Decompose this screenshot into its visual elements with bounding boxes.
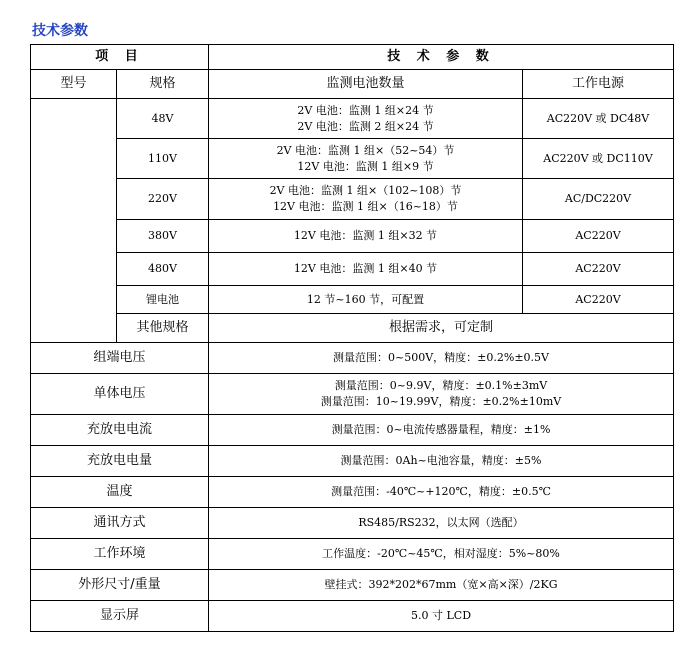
param-row xyxy=(31,415,674,446)
value-line: 测量范围：0~电流传感器量程，精度：±1% xyxy=(331,423,551,436)
value-line: 2V 电池：监测 2 组×24 节 xyxy=(297,119,434,133)
param-name: 外形尺寸/重量 xyxy=(31,570,209,601)
model-row xyxy=(31,99,674,139)
param-value xyxy=(209,374,674,415)
param-value xyxy=(209,601,674,632)
value-line: 5.0 寸 LCD xyxy=(410,609,472,622)
model-row xyxy=(31,179,674,220)
param-row xyxy=(31,601,674,632)
value-line: 测量范围：10~19.99V，精度：±0.2%±10mV xyxy=(320,395,562,408)
param-name: 显示屏 xyxy=(31,601,209,632)
value-line: 12V 电池：监测 1 组×（16~18）节 xyxy=(273,200,458,213)
model-battery-count xyxy=(209,139,523,179)
table-subheader-row xyxy=(31,70,674,99)
model-power: AC220V 或 DC110V xyxy=(523,139,674,179)
header-params: 技 术 参 数 xyxy=(209,45,674,70)
value-line: 2V 电池：监测 1 组×24 节 xyxy=(297,103,434,117)
value-line: 测量范围：0Ah~电池容量，精度：±5% xyxy=(340,454,542,467)
model-battery-count xyxy=(209,220,523,253)
model-power: AC220V xyxy=(523,253,674,286)
param-value xyxy=(209,343,674,374)
param-row xyxy=(31,446,674,477)
model-power: AC220V 或 DC48V xyxy=(523,99,674,139)
param-value xyxy=(209,415,674,446)
model-cell-empty xyxy=(31,99,117,343)
value-line: 12V 电池：监测 1 组×32 节 xyxy=(293,229,438,242)
subheader-spec: 规格 xyxy=(117,70,209,99)
model-battery-count xyxy=(209,253,523,286)
param-row xyxy=(31,508,674,539)
value-line: 12 节~160 节，可配置 xyxy=(306,292,425,306)
model-spec: 480V xyxy=(117,253,209,286)
model-row xyxy=(31,220,674,253)
value-line: 12V 电池：监测 1 组×9 节 xyxy=(297,159,434,173)
param-row xyxy=(31,343,674,374)
param-value xyxy=(209,508,674,539)
param-row xyxy=(31,374,674,415)
param-name: 充放电电流 xyxy=(31,415,209,446)
value-line: 2V 电池：监测 1 组×（102~108）节 xyxy=(269,184,462,197)
header-item: 项 目 xyxy=(31,45,209,70)
model-row xyxy=(31,253,674,286)
param-value xyxy=(209,477,674,508)
value-line: 测量范围：0~9.9V，精度：±0.1%±3mV xyxy=(334,379,548,392)
param-value xyxy=(209,446,674,477)
model-row xyxy=(31,286,674,314)
subheader-model: 型号 xyxy=(31,70,117,99)
param-name: 单体电压 xyxy=(31,374,209,415)
spec-table xyxy=(30,44,674,632)
model-power: AC220V xyxy=(523,286,674,314)
model-battery-count xyxy=(209,99,523,139)
model-battery-count xyxy=(209,286,523,314)
value-line: RS485/RS232，以太网（选配） xyxy=(358,516,524,529)
value-line: 测量范围：0~500V，精度：±0.2%±0.5V xyxy=(333,351,549,364)
value-line: 测量范围：-40℃~+120℃，精度：±0.5℃ xyxy=(331,485,551,498)
other-spec-label: 其他规格 xyxy=(117,314,209,343)
value-line: 壁挂式：392*202*67mm（宽×高×深）/2KG xyxy=(324,578,558,591)
param-name: 充放电电量 xyxy=(31,446,209,477)
model-spec: 110V xyxy=(117,139,209,179)
other-spec-row xyxy=(31,314,674,343)
section-title: 技术参数 xyxy=(32,23,88,39)
value-line: 12V 电池：监测 1 组×40 节 xyxy=(293,262,438,275)
value-line: 工作温度：-20℃~45℃，相对湿度：5%~80% xyxy=(322,547,560,560)
model-row xyxy=(31,139,674,179)
model-spec: 锂电池 xyxy=(117,286,209,314)
param-row xyxy=(31,539,674,570)
param-name: 组端电压 xyxy=(31,343,209,374)
table-header-row xyxy=(31,45,674,70)
model-spec: 380V xyxy=(117,220,209,253)
param-name: 工作环境 xyxy=(31,539,209,570)
model-power: AC/DC220V xyxy=(523,179,674,220)
param-value xyxy=(209,539,674,570)
subheader-power: 工作电源 xyxy=(523,70,674,99)
param-name: 通讯方式 xyxy=(31,508,209,539)
model-spec: 48V xyxy=(117,99,209,139)
subheader-count: 监测电池数量 xyxy=(209,70,523,99)
model-battery-count xyxy=(209,179,523,220)
param-row xyxy=(31,570,674,601)
param-value xyxy=(209,570,674,601)
other-spec-value: 根据需求，可定制 xyxy=(209,314,674,343)
param-row xyxy=(31,477,674,508)
param-name: 温度 xyxy=(31,477,209,508)
model-spec: 220V xyxy=(117,179,209,220)
value-line: 2V 电池：监测 1 组×（52~54）节 xyxy=(276,143,455,157)
model-power: AC220V xyxy=(523,220,674,253)
